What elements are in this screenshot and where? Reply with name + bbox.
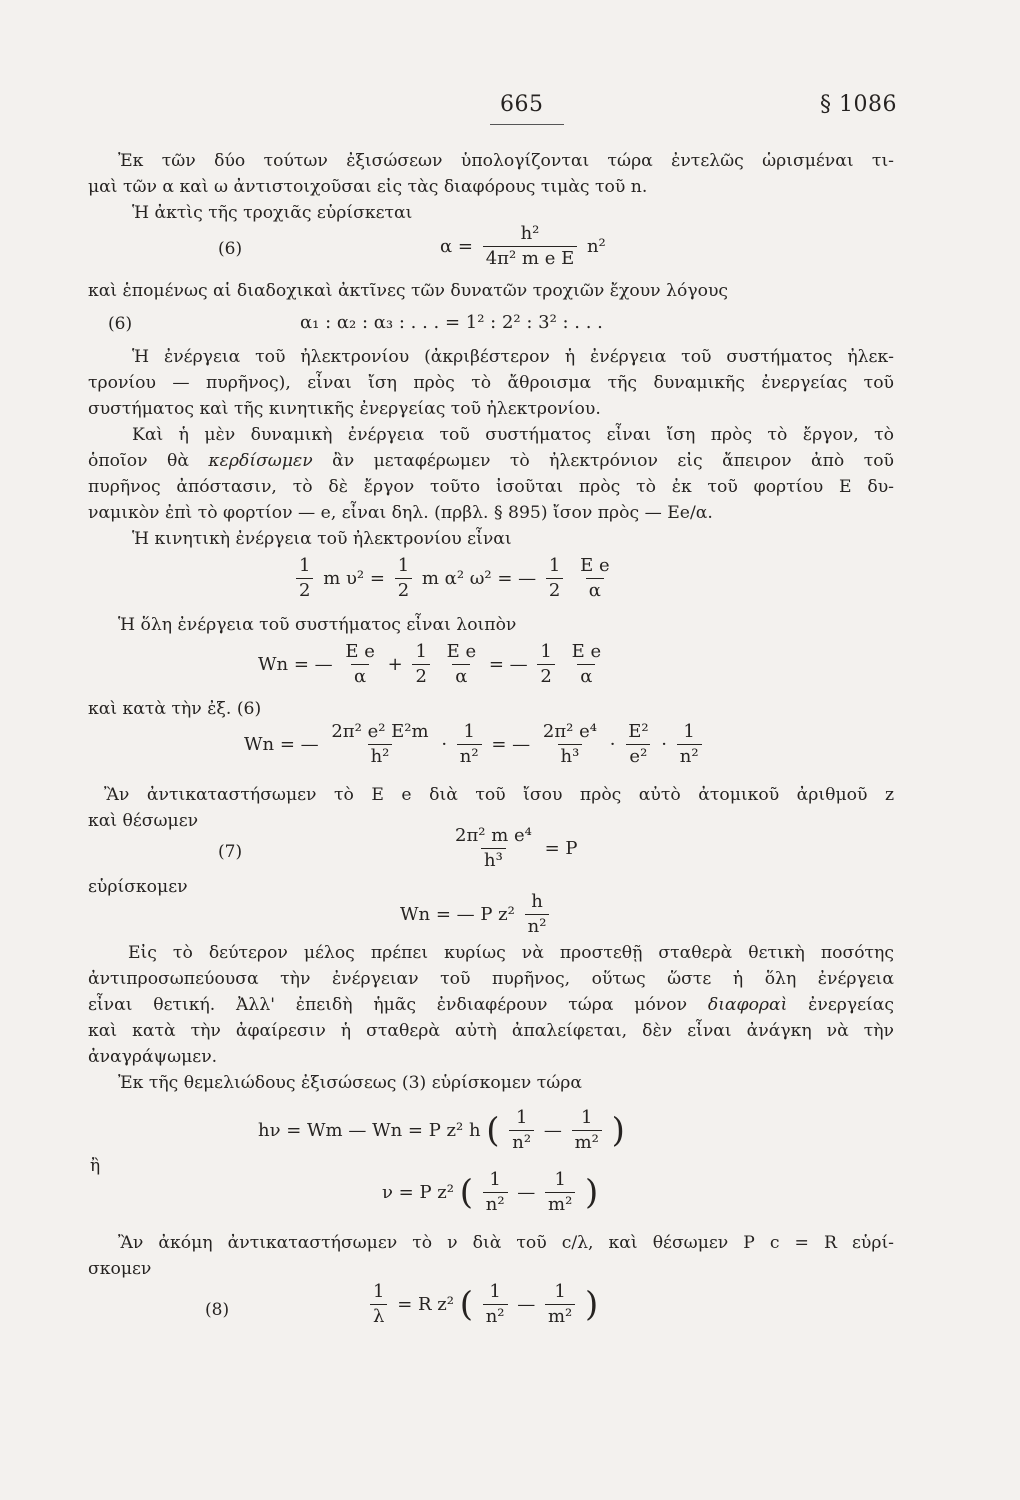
numerator: 1: [489, 1281, 501, 1302]
numerator: h²: [520, 223, 540, 244]
section-number: § 1086: [820, 92, 897, 117]
denominator: h³: [481, 848, 506, 871]
numerator: 1: [515, 1107, 528, 1128]
numerator: 1: [489, 1169, 501, 1190]
numerator: E²: [628, 721, 649, 742]
denominator: 2: [412, 664, 429, 687]
denominator: n²: [677, 744, 702, 767]
fraction: [537, 642, 554, 687]
eq-term: Wn = —: [258, 654, 333, 675]
denominator: n²: [483, 1192, 508, 1215]
text-line: Ἂν ἀκόμη ἀντικαταστήσωμεν τὸ ν διὰ τοῦ c/λ, καὶ θέσωμεν P c = R εὑρί-: [118, 1233, 894, 1253]
denominator: α: [577, 664, 595, 687]
numerator: E e: [571, 641, 602, 662]
page-number: 665: [500, 92, 544, 117]
denominator: λ: [370, 1304, 387, 1327]
equation-label: (8): [205, 1300, 230, 1320]
fraction: [444, 642, 480, 687]
fraction: [328, 722, 431, 767]
eq-term: hν = Wm — Wn = P z² h: [258, 1120, 481, 1141]
denominator: α: [586, 578, 604, 601]
text-line: Ἡ κινητικὴ ἐνέργεια τοῦ ἠλεκτρονίου εἶναι: [132, 529, 512, 549]
text-line: ἀντιπροσωπεύουσα τὴν ἐνέργειαν τοῦ πυρῆνος, οὕτως ὥστε ἡ ὅλη ἐνέργεια: [88, 969, 894, 989]
text-line: Καὶ ἡ μὲν δυναμικὴ ἐνέργεια τοῦ συστήματος εἶναι ἴση πρὸς τὸ ἔργον, τὸ: [132, 425, 894, 445]
denominator: 4π² m e E: [483, 246, 578, 269]
text-line: Ἡ ἐνέργεια τοῦ ἠλεκτρονίου (ἀκριβέστερον ἡ ἐνέργεια τοῦ συστήματος ἠλεκ-: [132, 347, 894, 367]
text-span: ἐνεργείας: [808, 995, 895, 1015]
eq-term: = P: [544, 838, 578, 859]
numerator: 2π² e² E²m: [331, 721, 429, 742]
equation-wn-final: [400, 892, 553, 937]
right-paren: ): [585, 1172, 599, 1213]
eq-term: ·: [609, 734, 616, 755]
equation-label: (6): [108, 314, 133, 334]
numerator: 1: [463, 721, 475, 742]
eq-term: = R z²: [397, 1294, 454, 1315]
fraction: [545, 1282, 575, 1327]
fraction: [342, 642, 378, 687]
text-line: εὑρίσκομεν: [88, 877, 188, 897]
left-paren: (: [459, 1284, 473, 1325]
eq-term: m υ² =: [323, 568, 385, 589]
eq-term: = —: [488, 654, 528, 675]
eq-term: ·: [441, 734, 448, 755]
denominator: 2: [296, 578, 313, 601]
text-line: ναμικὸν ἐπὶ τὸ φορτίον — e, εἶναι δηλ. (πρβλ. § 895) ἴσον πρὸς — Ee/α.: [88, 503, 713, 523]
equation-radius: [440, 224, 606, 269]
equation-kinetic: [292, 556, 617, 601]
numerator: E e: [446, 641, 477, 662]
fraction: [452, 826, 535, 871]
eq-term: n²: [586, 236, 606, 257]
left-paren: (: [459, 1172, 473, 1213]
denominator: m²: [545, 1304, 575, 1327]
fraction: [483, 1282, 508, 1327]
text-line: Ἐκ τῆς θεμελιώδους ἐξισώσεως (3) εὑρίσκομεν τώρα: [118, 1073, 582, 1093]
text-line: σκομεν: [88, 1259, 152, 1279]
text-line: συστήματος καὶ τῆς κινητικῆς ἐνεργείας τοῦ ἠλεκτρονίου.: [88, 399, 601, 419]
denominator: 2: [537, 664, 554, 687]
numerator: 2π² m e⁴: [455, 825, 532, 846]
numerator: h: [531, 891, 543, 912]
fraction: [525, 892, 550, 937]
text-line: [88, 992, 894, 1018]
denominator: e²: [626, 744, 650, 767]
numerator: 1: [554, 1281, 566, 1302]
equation-nu: [382, 1170, 598, 1215]
denominator: α: [351, 664, 369, 687]
eq-term: ·: [661, 734, 668, 755]
text-line: Ἂν ἀντικαταστήσωμεν τὸ E e διὰ τοῦ ἴσου πρὸς αὐτὸ ἀτομικοῦ ἀριθμοῦ z: [104, 785, 894, 805]
denominator: m²: [545, 1192, 575, 1215]
denominator: m²: [572, 1130, 602, 1153]
fraction: [483, 224, 578, 269]
text-line: Ἡ ἀκτὶς τῆς τροχιᾶς εὑρίσκεται: [132, 203, 413, 223]
fraction: [509, 1108, 534, 1153]
denominator: h³: [558, 744, 583, 767]
text-line: καὶ ἑπομένως αἱ διαδοχικαὶ ἀκτῖνες τῶν δυνατῶν τροχιῶν ἔχουν λόγους: [88, 281, 729, 301]
eq-term: α =: [440, 236, 473, 257]
header-rule: [490, 124, 564, 125]
text-span: ὁποῖον θὰ: [88, 451, 189, 471]
right-paren: ): [585, 1284, 599, 1325]
text-line: ἀναγράψωμεν.: [88, 1047, 218, 1067]
fraction: [577, 556, 613, 601]
text-line: πυρῆνος ἀπόστασιν, τὸ δὲ ἔργον τοῦτο ἰσοῦται πρὸς τὸ ἐκ τοῦ φορτίου E δυ-: [88, 477, 894, 497]
denominator: n²: [509, 1130, 534, 1153]
eq-term: Wn = —: [244, 734, 319, 755]
numerator: 1: [554, 1169, 566, 1190]
eq-term: —: [517, 1182, 536, 1203]
denominator: α: [452, 664, 470, 687]
text-line: καὶ κατὰ τὴν ἀφαίρεσιν ἡ σταθερὰ αὐτὴ ἀπαλείφεται, δὲν εἶναι ἀνάγκη νὰ τὴν: [88, 1021, 894, 1041]
numerator: 1: [540, 641, 552, 662]
equation-label: (6): [218, 239, 243, 259]
italic-word: κερδίσωμεν: [208, 451, 313, 471]
fraction: [545, 1170, 575, 1215]
fraction: [569, 642, 605, 687]
equation-rydberg: [366, 1282, 598, 1327]
text-line: [88, 448, 894, 474]
fraction: [412, 642, 429, 687]
text-span: εἶναι θετική. Ἀλλ' ἐπειδὴ ἡμᾶς ἐνδιαφέρουν τώρα μόνον: [88, 995, 688, 1015]
numerator: 1: [415, 641, 427, 662]
left-paren: (: [486, 1110, 500, 1151]
eq-term: —: [517, 1294, 536, 1315]
text-line: μαὶ τῶν α καὶ ω ἀντιστοιχοῦσαι εἰς τὰς διαφόρους τιμὰς τοῦ n.: [88, 177, 648, 197]
equation-label: (7): [218, 842, 243, 862]
eq-term: +: [387, 654, 403, 675]
equation-p: [448, 826, 578, 871]
equation-ratio: α₁ : α₂ : α₃ : . . . = 1² : 2² : 3² : . . .: [300, 312, 603, 333]
eq-term: Wn = — P z²: [400, 904, 515, 925]
text-line: τρονίου — πυρῆνος), εἶναι ἴση πρὸς τὸ ἄθροισμα τῆς δυναμικῆς ἐνεργείας τοῦ: [88, 373, 894, 393]
equation-total-energy: [258, 642, 608, 687]
italic-word: διαφοραὶ: [707, 995, 788, 1015]
eq-term: m α² ω² = —: [421, 568, 537, 589]
right-paren: ): [611, 1110, 625, 1151]
denominator: n²: [483, 1304, 508, 1327]
denominator: 2: [395, 578, 412, 601]
text-line: καὶ κατὰ τὴν ἐξ. (6): [88, 699, 262, 719]
numerator: 1: [373, 1281, 385, 1302]
numerator: 1: [397, 555, 410, 576]
fraction: [395, 556, 412, 601]
text-line: ἢ: [90, 1156, 101, 1176]
text-line: Ἡ ὅλη ἐνέργεια τοῦ συστήματος εἶναι λοιπὸν: [118, 615, 517, 635]
text-span: ἂν μεταφέρωμεν τὸ ἠλεκτρόνιον εἰς ἄπειρον ἀπὸ τοῦ: [332, 451, 894, 471]
eq-term: = —: [491, 734, 531, 755]
denominator: n²: [457, 744, 482, 767]
numerator: 1: [548, 555, 561, 576]
numerator: 1: [683, 721, 695, 742]
fraction: [483, 1170, 508, 1215]
fraction: [625, 722, 651, 767]
eq-term: ν = P z²: [382, 1182, 454, 1203]
equation-wn-expanded: [244, 722, 706, 767]
numerator: E e: [580, 555, 610, 576]
text-line: Ἐκ τῶν δύο τούτων ἐξισώσεων ὑπολογίζονται τώρα ἐντελῶς ὡρισμέναι τι-: [118, 151, 894, 171]
text-line: καὶ θέσωμεν: [88, 811, 199, 831]
numerator: E e: [345, 641, 375, 662]
numerator: 1: [580, 1107, 593, 1128]
text-line: Εἰς τὸ δεύτερον μέλος πρέπει κυρίως νὰ προστεθῇ σταθερὰ θετικὴ ποσότης: [128, 943, 894, 963]
fraction: [677, 722, 702, 767]
denominator: h²: [368, 744, 393, 767]
fraction: [370, 1282, 387, 1327]
denominator: n²: [525, 914, 550, 937]
fraction: [540, 722, 600, 767]
fraction: [296, 556, 313, 601]
equation-h-nu: [258, 1108, 625, 1153]
fraction: [546, 556, 563, 601]
fraction: [457, 722, 482, 767]
fraction: [572, 1108, 602, 1153]
denominator: 2: [546, 578, 563, 601]
numerator: 1: [299, 555, 311, 576]
eq-term: —: [543, 1120, 562, 1141]
numerator: 2π² e⁴: [542, 721, 597, 742]
